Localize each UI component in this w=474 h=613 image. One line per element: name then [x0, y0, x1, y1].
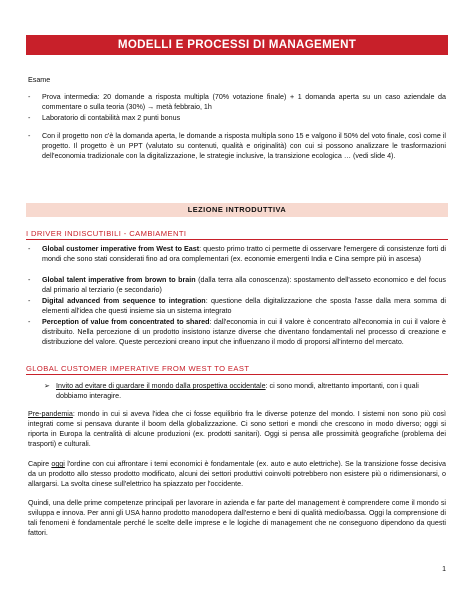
driver-item-1: - Global customer imperative from West to East: questo primo tratto ci permette di osservare l'emergere di consistenze forti di mondi che sono stati considerati fino ad ora complementari (ex. economie emergenti India e Cina sempre più in ascesa): [28, 245, 446, 263]
global-arrow-point: ➢ Invito ad evitare di guardare il mondo dalla prospettiva occidentale: ci sono mondi, altrettanto importanti, con i quali dobbiamo interagire.: [44, 382, 419, 400]
section-lezione-introduttiva: LEZIONE INTRODUTTIVA: [26, 203, 448, 217]
esame-label: Esame: [28, 76, 51, 84]
capire-oggi-paragraph: Capire oggi l'ordine con cui affrontare i temi economici è fondamentale (ex. auto e auto elettriche). Se la transizione fosse decisiva da un prodotto allo stesso prodotto modificato, alcuni dei settori produttivi coinvolti potrebbero non esistere più o ridimensionarsi, o allargarsi. La svolta cinese sull'elettrico ha spiazzato per l'occidente.: [28, 460, 446, 488]
pre-pandemia-paragraph: Pre-pandemia: mondo in cui si aveva l'idea che ci fosse equilibrio fra le diverse potenze del mondo. I sistemi non sono più così integrati come si pensava durante il boom della globalizzazione. Ci sono settori e mondi che crescono in modo diverso; oggi si riporta in Europa la centralità di alcune produzioni (ex. prodotti sanitari). Oggi si pensa alle prossimità geografiche (problema dei trasporti) e culturali.: [28, 410, 446, 448]
esame-item-3: - Con il progetto non c'è la domanda aperta, le domande a risposta multipla sono 15 e valgono il 50% del voto finale, così come il progetto. Il progetto è un PPT (valutato su contenuti, qualità e originalità) con cui si possono analizzare le trasformazioni dell'economia tradizionale con la digitalizzazione, le strategie inclusive, la transizione ecologica … (vedi slide 4).: [28, 132, 446, 160]
esame-item-2: - Laboratorio di contabilità max 2 punti bonus: [28, 114, 181, 122]
driver-item-3: - Digital advanced from sequence to integration: questione della digitalizzazione che sposta l'asse dalla mera somma di elementi all'idea che questi insieme sia un sistema integrato: [28, 297, 447, 315]
driver-item-4: - Perception of value from concentrated to shared: dall'economia in cui il valore è concentrato all'economia in cui il valore è distribuito. Nella percezione di un prodotto insistono istanze diverse che diventano fondamentali nel processo di creazione e distribuzione del valore. Queste percezioni creano input che influenzano il modo di proporsi all'interno del mercato.: [28, 318, 446, 346]
global-heading: GLOBAL CUSTOMER IMPERATIVE FROM WEST TO EAST: [26, 364, 448, 375]
competenze-paragraph: Quindi, una delle prime competenze principali per lavorare in azienda e far parte del management è comprendere come il mondo si sviluppa e innova. Per anni gli USA hanno prodotto manodopera dall'esterno e beni di qualità medio/bassa. Oggi la comprensione di tali fenomeni è fondamentale perché le scelte delle imprese e le logiche di management che ne conseguono dipendono da questi fattori.: [28, 499, 446, 537]
page-number: 1: [442, 566, 446, 573]
document-title: MODELLI E PROCESSI DI MANAGEMENT: [26, 35, 448, 55]
esame-item-1: - Prova intermedia: 20 domande a risposta multipla (70% votazione finale) + 1 domanda aperta su un caso aziendale da commentare o sulla teoria (30%) → metà febbraio, 1h: [28, 93, 446, 111]
driver-heading: I DRIVER INDISCUTIBILI - CAMBIAMENTI: [26, 229, 448, 240]
arrow-bullet-icon: ➢: [44, 382, 50, 390]
driver-item-2: - Global talent imperative from brown to brain (dalla terra alla conoscenza): spostamento dell'asseto economico e del focus dal primario al terziario (e secondario): [28, 276, 446, 294]
